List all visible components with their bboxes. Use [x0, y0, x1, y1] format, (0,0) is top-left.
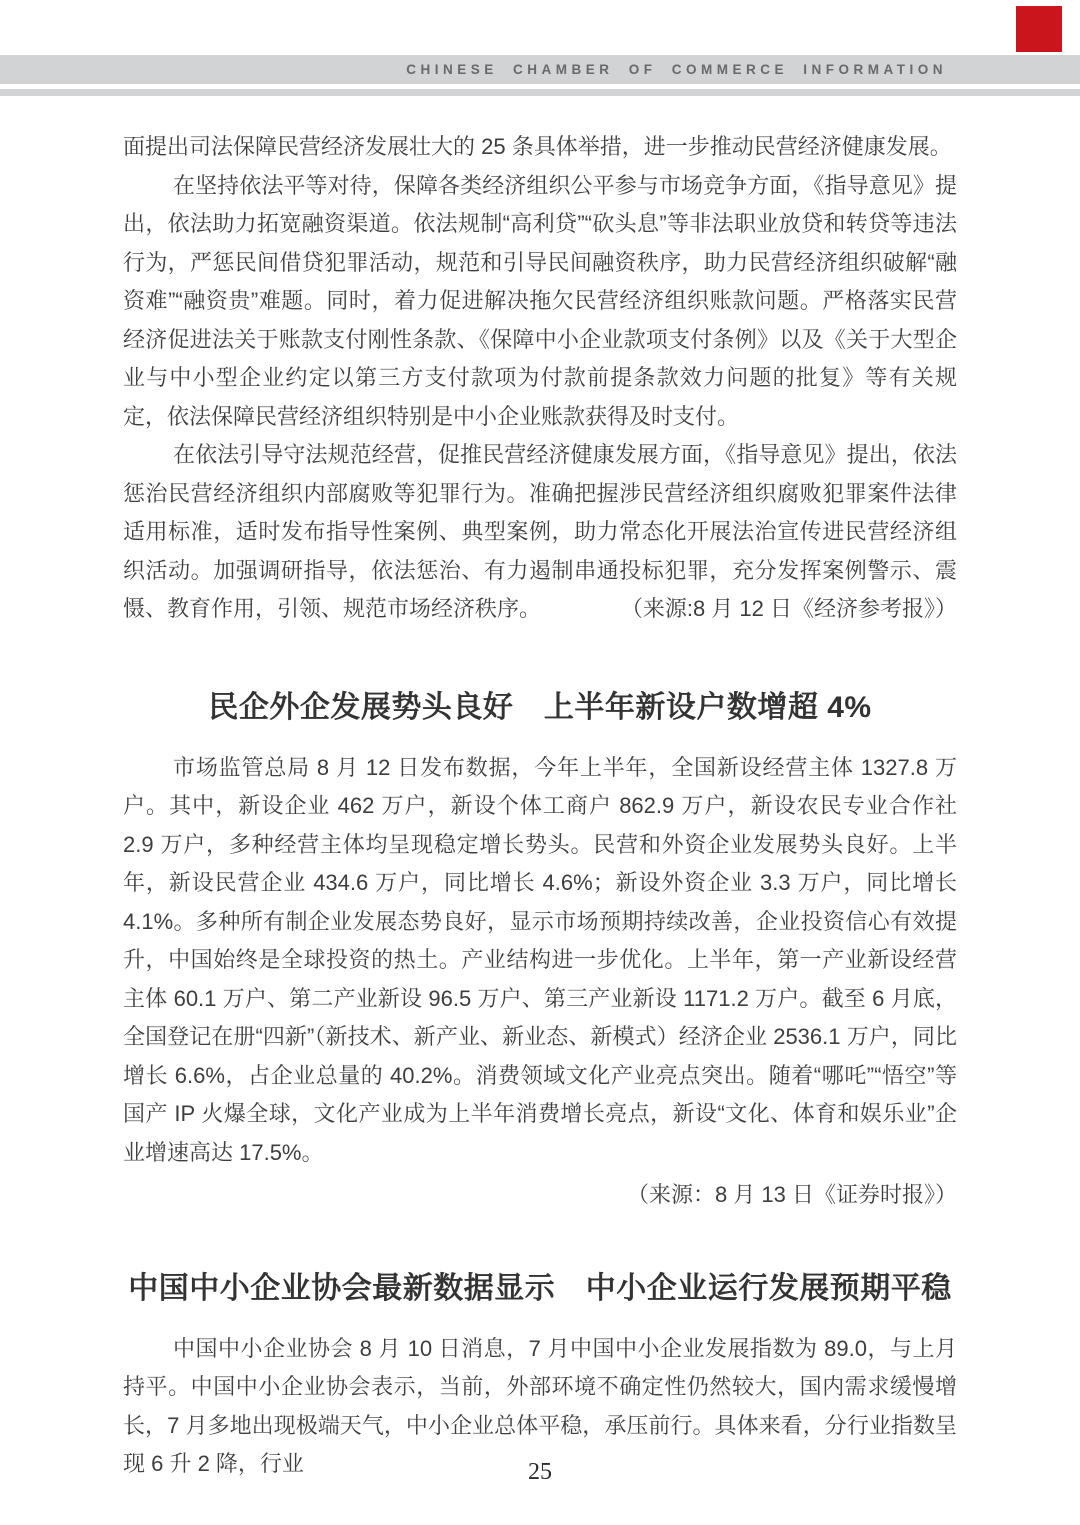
page-body — [123, 128, 957, 1484]
header-gray-rule — [0, 89, 1080, 96]
header-banner-text: CHINESE CHAMBER OF COMMERCE INFORMATION — [406, 62, 947, 77]
paragraph: 中国中小企业协会 8 月 10 日消息，7 月中国中小企业发展指数为 89.0，与上月持平。中国中小企业协会表示，当前，外部环境不确定性仍然较大，国内需求缓慢增长，7 月多地出现极端天气，中小企业总体平稳，承压前行。具体来看，分行业指数呈现 6 升 2 降，行业 — [123, 1335, 957, 1476]
page-number: 25 — [528, 1459, 552, 1485]
paragraph-continuation: 面提出司法保障民营经济发展壮大的 25 条具体举措，进一步推动民营经济健康发展。 — [123, 134, 952, 159]
page-footer — [0, 1458, 1080, 1486]
red-square-icon — [1016, 6, 1062, 52]
source-attribution: （来源：8 月 13 日《证券时报》） — [626, 1182, 957, 1207]
article-title: 民企外企发展势头良好 上半年新设户数增超 4% — [208, 690, 872, 724]
header-gray-bar — [0, 55, 1080, 84]
paragraph: 在坚持依法平等对待，保障各类经济组织公平参与市场竞争方面，《指导意见》提出，依法助力拓宽融资渠道。依法规制“高利贷”“砍头息”等非法职业放贷和转贷等违法行为，严惩民间借贷犯罪活动，规范和引导民间融资秩序，助力民营经济组织破解“融资难”“融资贵”难题。同时，着力促进解决拖欠民营经济组织账款问题。严格落实民营经济促进法关于账款支付刚性条款、《保障中小企业款项支付条例》以及《关于大型企业与中小型企业约定以第三方支付款项为付款前提条款效力问题的批复》等有关规定，依法保障民营经济组织特别是中小企业账款获得及时支付。 — [123, 172, 957, 429]
paragraph: 市场监管总局 8 月 12 日发布数据，今年上半年，全国新设经营主体 1327.8 万户。其中，新设企业 462 万户，新设个体工商户 862.9 万户，新设农民专业合作社 2.9 万户，多种经营主体均呈现稳定增长势头。民营和外资企业发展势头良好。上半年，新设民营企业 434.6 万户，同比增长 4.6%；新设外资企业 3.3 万户，同比增长 4.1%。多种所有制企业发展态势良好，显示市场预期持续改善，企业投资信心有效提升，中国始终是全球投资的热土。产业结构进一步优化。上半年，第一产业新设经营主体 60.1 万户、第二产业新设 96.5 万户、第三产业新设 1171.2 万户。截至 6 月底，全国登记在册“四新”（新技术、新产业、新业态、新模式）经济企业 2536.1 万户，同比增长 6.6%，占企业总量的 40.2%。消费领域文化产业亮点突出。随着“哪吒”“悟空”等国产 IP 火爆全球，文化产业成为上半年消费增长亮点，新设“文化、体育和娱乐业”企业增速高达 17.5%。 — [123, 754, 957, 1165]
article-title: 中国中小企业协会最新数据显示 中小企业运行发展预期平稳 — [128, 1271, 952, 1305]
paragraph-text: 在依法引导守法规范经营，促推民营经济健康发展方面，《指导意见》提出，依法惩治民营经济组织内部腐败等犯罪行为。准确把握涉民营经济组织腐败犯罪案件法律适用标准，适时发布指导性案例、典型案例，助力常态化开展法治宣传进民营经济组织活动。加强调研指导，依法惩治、有力遏制串通投标犯罪，充分发挥案例警示、震慑、教育作用，引领、规范市场经济秩序。 — [123, 442, 957, 621]
paragraph — [123, 436, 957, 629]
source-attribution: （来源:8 月 12 日《经济参考报》） — [620, 596, 957, 621]
